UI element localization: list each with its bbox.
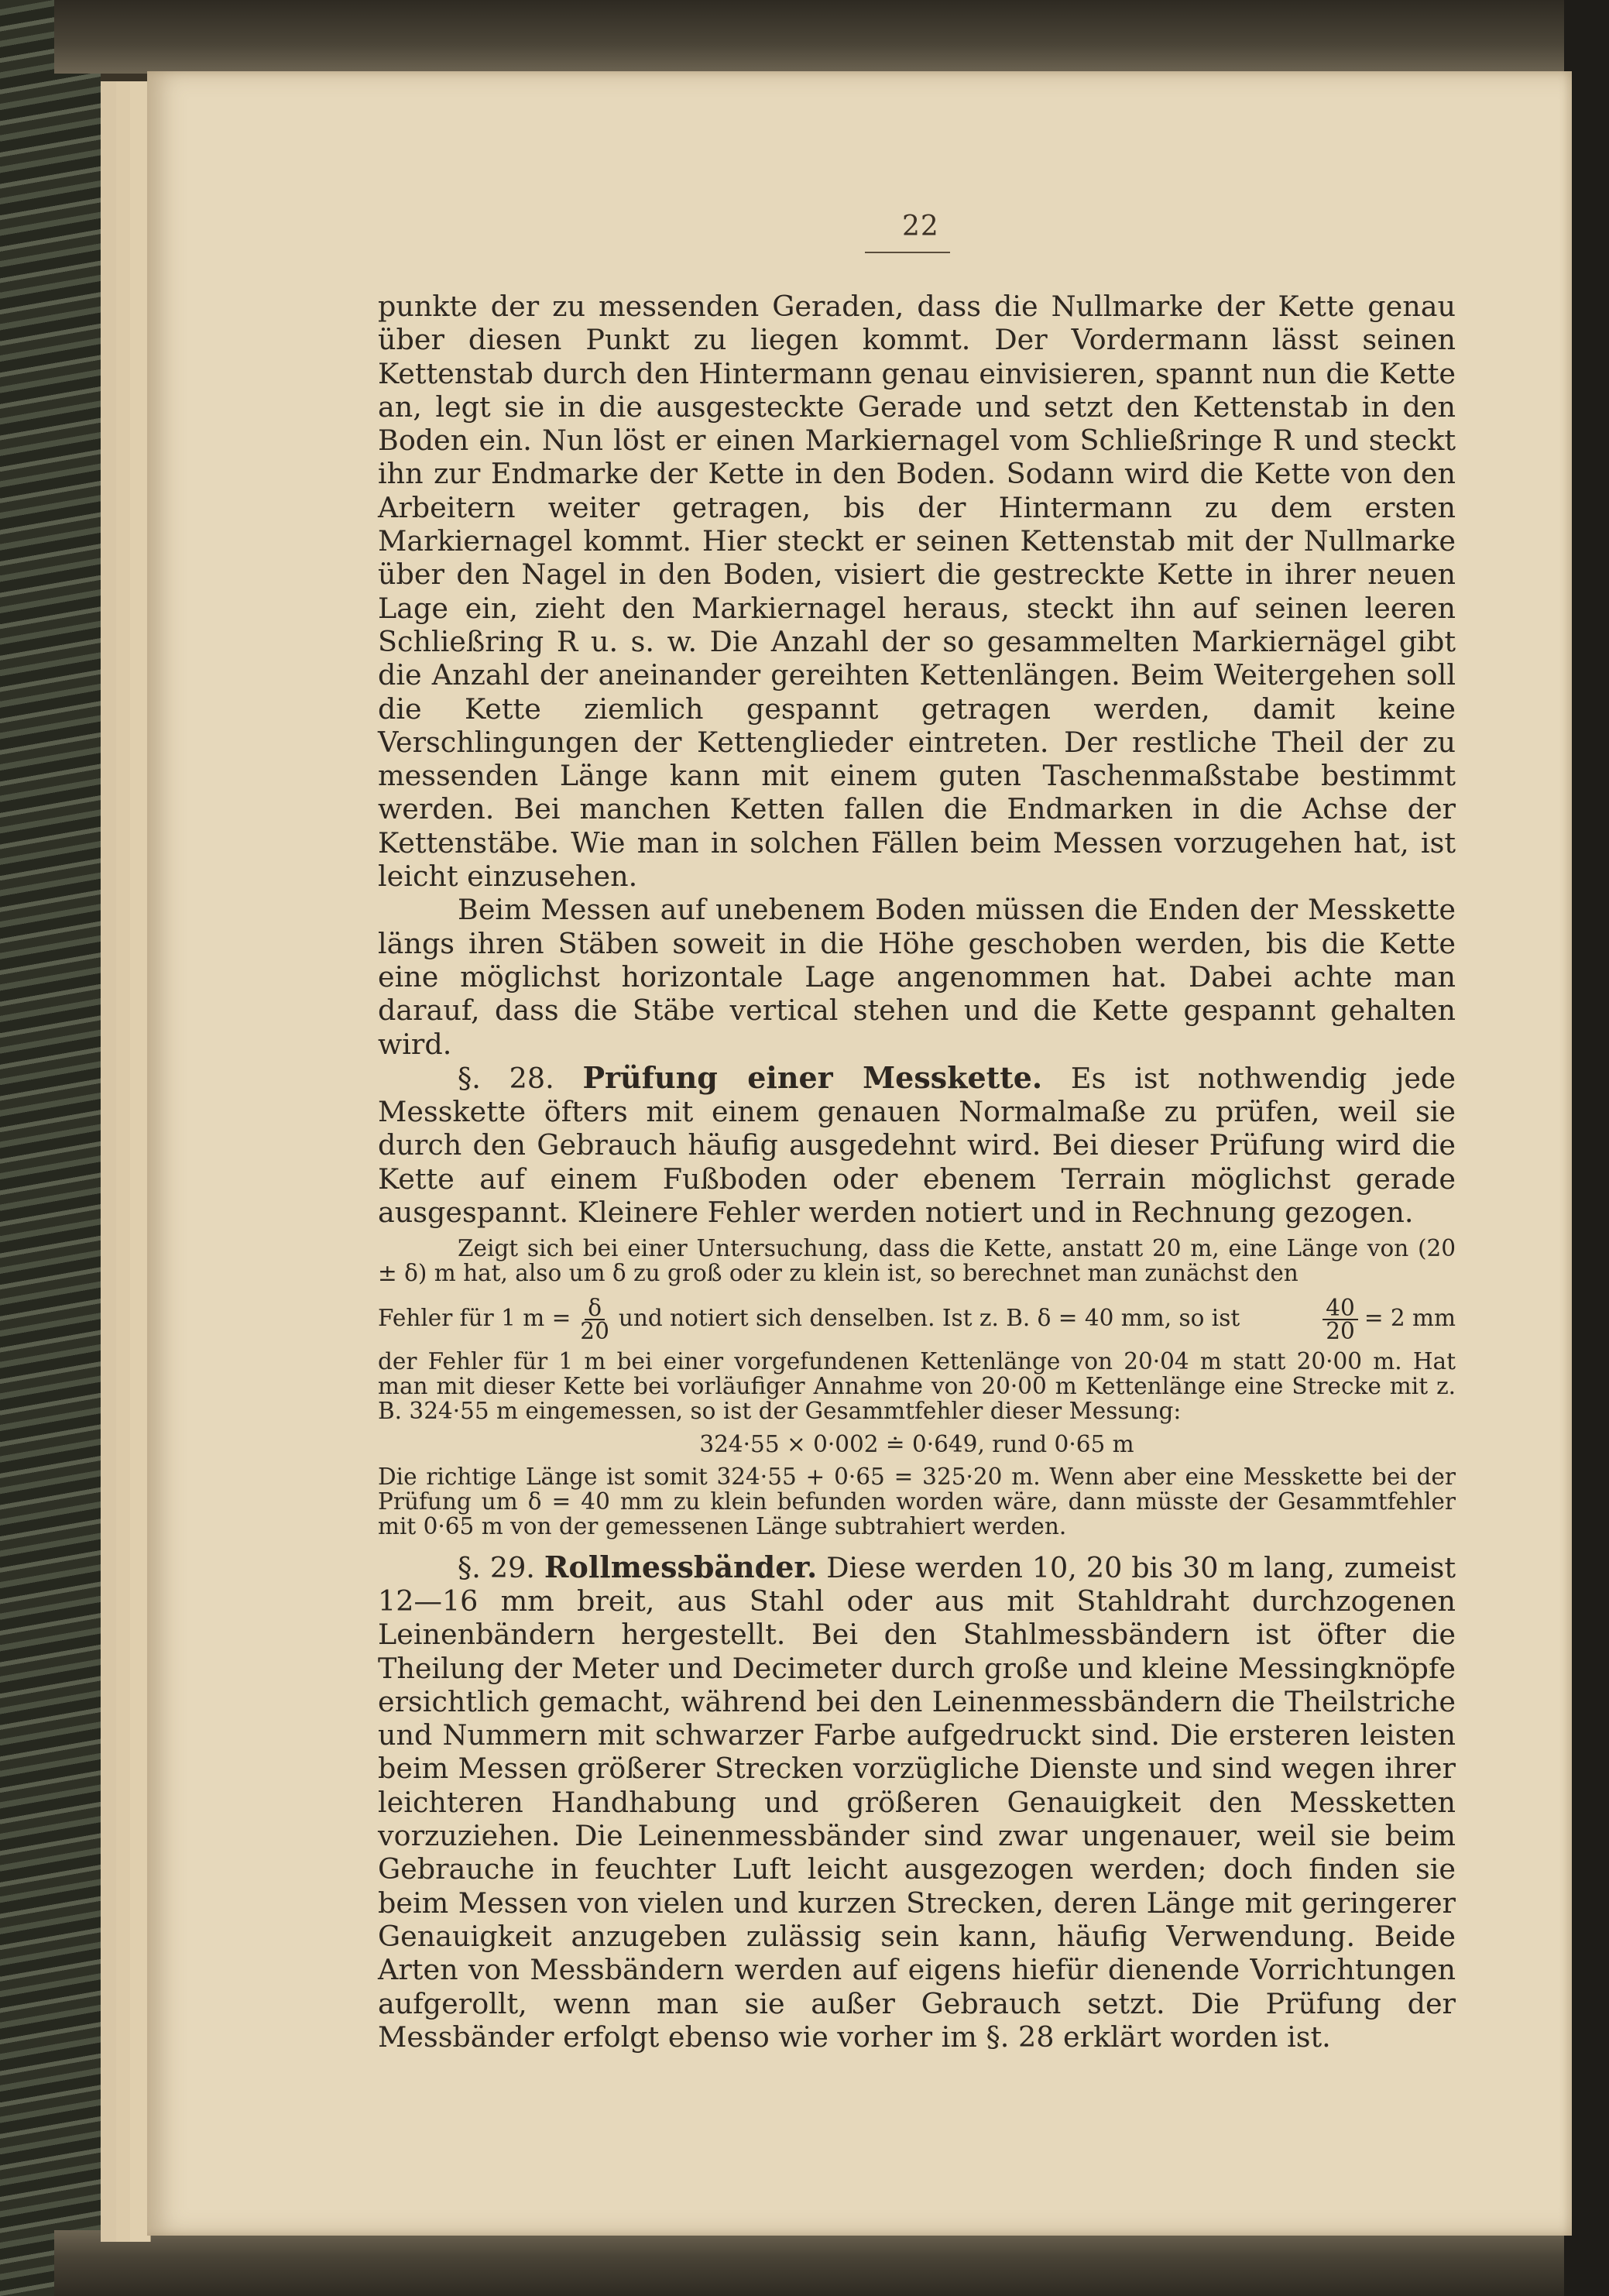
paragraph-1: punkte der zu messenden Geraden, dass die Nullmarke der Kette genau über diesen Punkt zu liegen kommt. Der Vordermann lässt seinen Kettenstab durch den Hintermann genau einvisieren, spannt nun die Kette an, legt sie in die ausgesteckte Gerade und setzt den Kettenstab in den Boden ein. Nun löst er einen Markiernagel vom Schließringe R und steckt ihn zur Endmarke der Kette in den Boden. Sodann wird die Kette von den Arbeitern weiter getragen, bis der Hintermann zu dem ersten Markiernagel kommt. Hier steckt er seinen Kettenstab mit der Nullmarke über den Nagel in den Boden, visiert die gestreckte Kette in ihrer neuen Lage ein, zieht den Markiernagel heraus, steckt ihn auf seinen leeren Schließring R u. s. w. Die Anzahl der so gesammelten Markiernägel gibt die Anzahl der aneinander gereihten Kettenlängen. Beim Weitergehen soll die Kette ziemlich gespannt getragen werden, damit keine Verschlingungen der Kettenglieder eintreten. Der restliche Theil der zu messenden Länge kann mit einem guten Taschenmaßstabe bestimmt werden. Bei manchen Ketten fallen die Endmarken in die Achse der Kettenstäbe. Wie man in solchen Fällen beim Messen vorzugehen hat, ist leicht einzusehen. xyxy=(378,290,1456,894)
book-cover-top xyxy=(54,0,1572,74)
fraction-denominator: 20 xyxy=(1326,1317,1355,1344)
formula-left-text: Fehler für 1 m = xyxy=(378,1304,571,1331)
formula-result: = 2 mm xyxy=(1364,1304,1456,1331)
section-28 xyxy=(378,1061,1456,1229)
formula-left xyxy=(378,1294,1240,1344)
fraction-denominator: 20 xyxy=(580,1317,609,1344)
calculation-line: 324·55 × 0·002 ≐ 0·649, rund 0·65 m xyxy=(699,1431,1134,1458)
section-29-number: §. 29. xyxy=(458,1550,535,1584)
section-29-text: Diese werden 10, 20 bis 30 m lang, zumeist 12—16 mm breit, aus Stahl oder aus mit Stahldraht durchzogenen Leinenbändern hergestellt. Bei den Stahlmessbändern ist öfter die Theilung der Meter und Decimeter durch große und kleine Messingknöpfe ersichtlich gemacht, während bei den Leinenmessbändern die Theilstriche und Nummern mit schwarzer Farbe aufgedruckt sind. Die ersteren leisten beim Messen größerer Strecken vorzügliche Dienste und sind wegen ihrer leichteren Handhabung und größeren Genauigkeit den Messketten vorzuziehen. Die Leinenmessbänder sind zwar ungenauer, weil sie beim Gebrauche in feuchter Luft leicht ausgezogen werden; doch finden sie beim Messen von vielen und kurzen Strecken, deren Länge mit geringerer Genauigkeit anzugeben zulässig sein kann, häufig Verwendung. Beide Arten von Messbändern werden auf eigens hiefür dienende Vorrichtungen aufgerollt, wenn man sie außer Gebrauch setzt. Die Prüfung der Messbänder erfolgt ebenso wie vorher im §. 28 erklärt worden ist. xyxy=(378,1550,1456,2054)
section-29 xyxy=(378,1550,1456,2054)
text-block xyxy=(378,290,1456,2054)
page-number-rule xyxy=(865,252,950,253)
section-28-text: Es ist nothwendig jede Messkette öfters mit einem genauen Normalmaße zu prüfen, weil sie durch den Gebrauch häufig ausgedehnt wird. Bei dieser Prüfung wird die Kette auf einem Fußboden oder ebenem Terrain möglichst gerade ausgespannt. Kleinere Fehler werden notiert und in Rechnung gezogen. xyxy=(378,1061,1456,1230)
formula-right xyxy=(1316,1294,1456,1344)
section-28-heading: Prüfung einer Messkette. xyxy=(582,1059,1043,1095)
note-paragraph-3: Die richtige Länge ist somit 324·55 + 0·65 = 325·20 m. Wenn aber eine Messkette bei der Prüfung um δ = 40 mm zu klein befunden worden wäre, dann müsste der Gesammtfehler mit 0·65 m von der gemessenen Länge subtrahiert werden. xyxy=(378,1464,1456,1539)
fraction-delta-20 xyxy=(577,1294,612,1344)
fraction-40-20 xyxy=(1323,1294,1358,1344)
section-28-number: §. 28. xyxy=(458,1061,554,1095)
section-29-heading: Rollmessbänder. xyxy=(544,1549,818,1584)
formula-middle: und notiert sich denselben. Ist z. B. δ = 40 mm, so ist xyxy=(618,1304,1240,1331)
page-number: 22 xyxy=(902,211,939,242)
book-cover-bottom xyxy=(54,2230,1572,2296)
note-paragraph-2: der Fehler für 1 m bei einer vorgefundenen Kettenlänge von 20·04 m statt 20·00 m. Hat man mit dieser Kette bei vorläufiger Annahme von 20·00 m Kettenlänge eine Strecke mit z. B. 324·55 m eingemessen, so ist der Gesammtfehler dieser Messung: xyxy=(378,1347,1456,1424)
note-paragraph-1: Zeigt sich bei einer Untersuchung, dass die Kette, anstatt 20 m, eine Länge von (20 ± δ) m hat, also um δ zu groß oder zu klein ist, so berechnet man zunächst den xyxy=(378,1235,1456,1287)
paragraph-2: Beim Messen auf unebenem Boden müssen die Enden der Messkette längs ihren Stäben soweit in die Höhe geschoben werden, bis die Kette eine möglichst horizontale Lage angenommen hat. Dabei achte man darauf, dass die Stäbe vertical stehen und die Kette gespannt gehalten wird. xyxy=(378,893,1456,1061)
book-cover-left xyxy=(0,0,101,2296)
fraction-numerator: 40 xyxy=(1323,1297,1358,1320)
fraction-numerator: δ xyxy=(585,1297,605,1320)
formula-line xyxy=(378,1294,1456,1345)
